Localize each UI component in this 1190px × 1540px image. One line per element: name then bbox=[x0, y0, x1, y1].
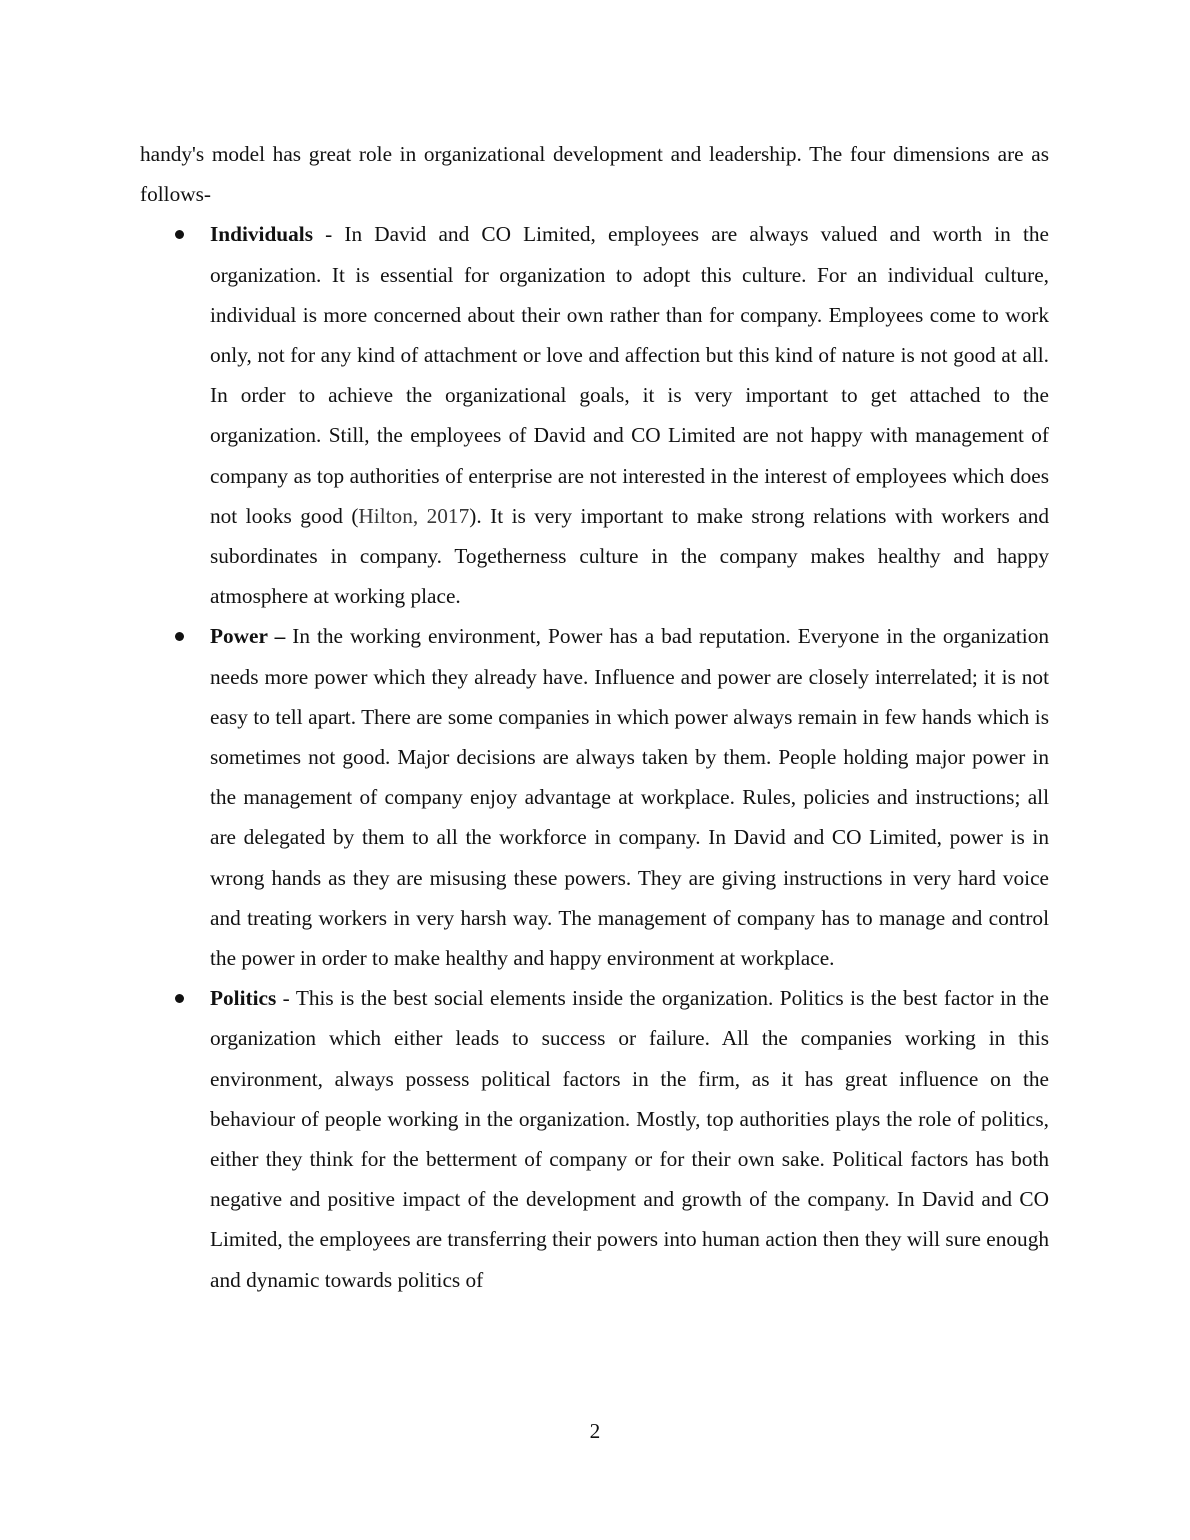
politics-text: - This is the best social elements inside the organization. Politics is the best factor in the organization which either leads to success or failure. All the companies working in this environment, always possess political factors in the firm, as it has great influence on the behaviour of people working in the organization. Mostly, top authorities plays the role of politics, either they think for the betterment of company or for their own sake. Political factors has both negative and positive impact of the development and growth of the company. In David and CO Limited, the employees are transferring their powers into human action then they will sure enough and dynamic towards politics of bbox=[210, 986, 1049, 1292]
citation-hilton: Hilton, 2017 bbox=[358, 503, 470, 528]
term-politics: Politics bbox=[210, 986, 277, 1011]
intro-paragraph: handy's model has great role in organizational development and leadership. The four dimensions are as follows- bbox=[140, 142, 1049, 207]
bullet-icon bbox=[175, 994, 184, 1003]
individuals-text-part-2: ). It is very important to make strong relations with workers and subordinates in company. Togetherness culture in the company makes healthy and happy atmosphere at working place. bbox=[210, 503, 1049, 609]
dimension-list bbox=[140, 214, 1049, 1299]
power-text: In the working environment, Power has a bad reputation. Everyone in the organization needs more power which they already have. Influence and power are closely interrelated; it is not easy to tell apart. There are some companies in which power always remain in few hands which is sometimes not good. Major decisions are always taken by them. People holding major power in the management of company enjoy advantage at workplace. Rules, policies and instructions; all are delegated by them to all the workforce in company. In David and CO Limited, power is in wrong hands as they are misusing these powers. They are giving instructions in very hard voice and treating workers in very harsh way. The management of company has to manage and control the power in order to make healthy and happy environment at workplace. bbox=[210, 624, 1049, 971]
list-item-politics bbox=[140, 978, 1049, 1300]
list-item-power bbox=[140, 616, 1049, 978]
bullet-icon bbox=[175, 632, 184, 641]
list-item-individuals bbox=[140, 214, 1049, 616]
term-individuals: Individuals bbox=[210, 222, 314, 247]
bullet-icon bbox=[175, 230, 184, 239]
page-body bbox=[140, 134, 1049, 1300]
individuals-text-part-1: - In David and CO Limited, employees are always valued and worth in the organization. It is essential for organization to adopt this culture. For an individual culture, individual is more concerned about their own rather than for company. Employees come to work only, not for any kind of attachment or love and affection but this kind of nature is not good at all. In order to achieve the organizational goals, it is very important to get attached to the organization. Still, the employees of David and CO Limited are not happy with management of company as top authorities of enterprise are not interested in the interest of employees which does not looks good ( bbox=[210, 222, 1049, 528]
term-power: Power – bbox=[210, 624, 286, 649]
page-number: 2 bbox=[589, 1419, 601, 1443]
